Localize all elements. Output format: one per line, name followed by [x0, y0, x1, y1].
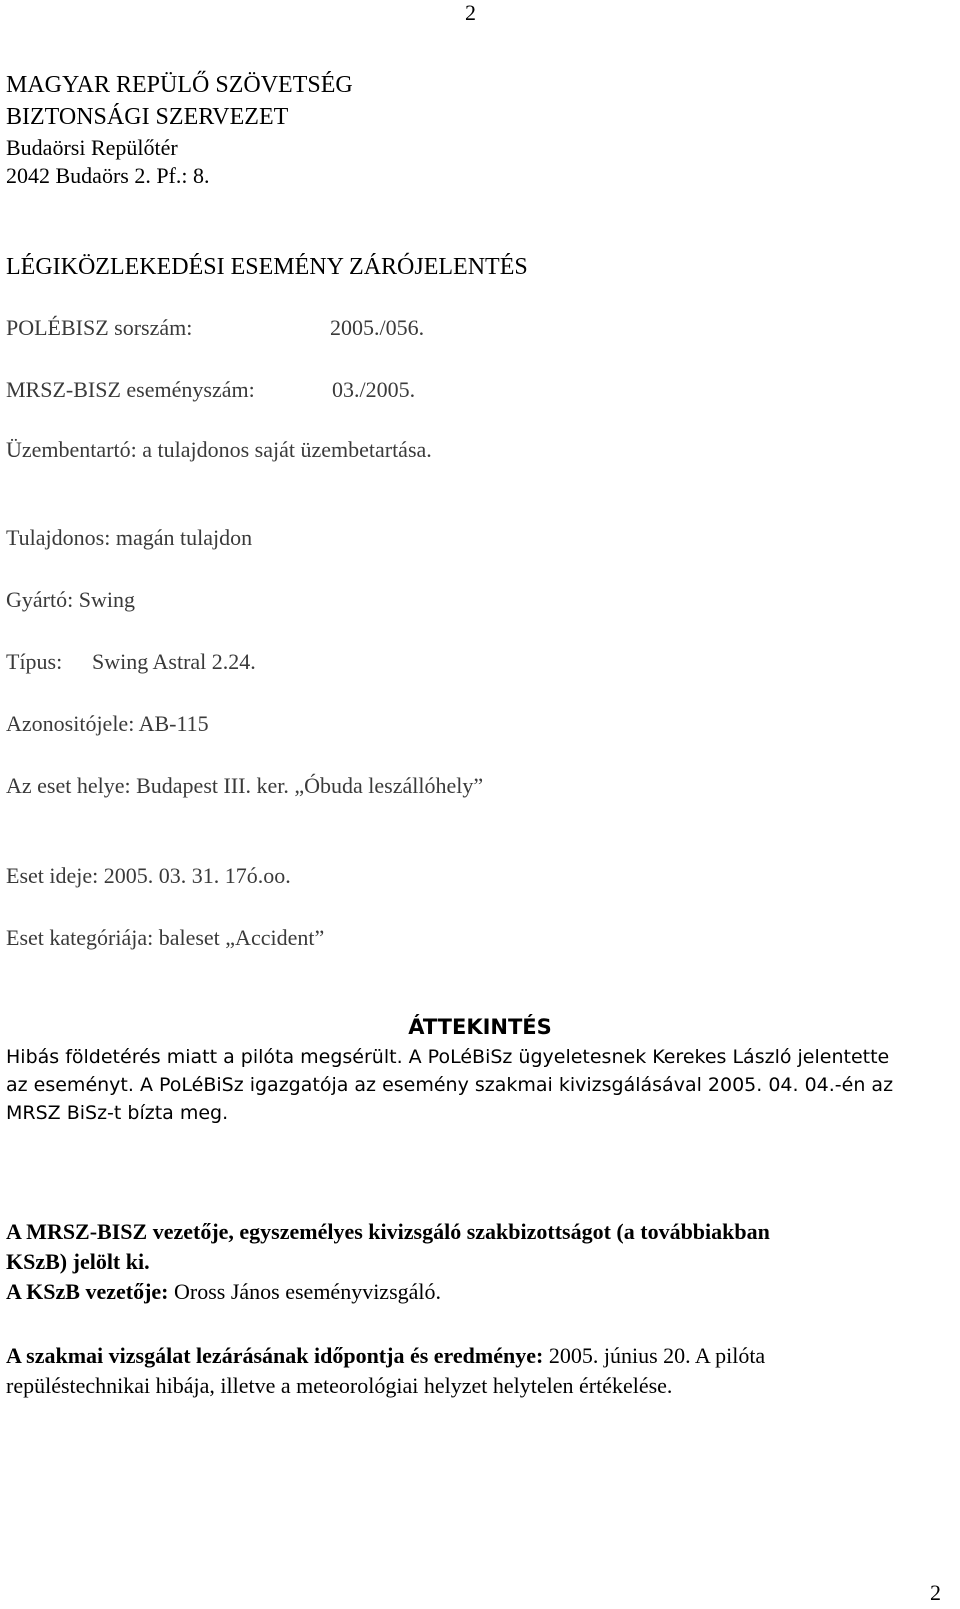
- category-line: Eset kategóriája: baleset „Accident”: [6, 925, 325, 950]
- mrsz-value: 03./2005.: [332, 377, 416, 402]
- conclusion-value-line2: repüléstechnikai hibája, illetve a meteorológiai helyzet helytelen értékelése.: [6, 1373, 673, 1398]
- report-title: LÉGIKÖZLEKEDÉSI ESEMÉNY ZÁRÓJELENTÉS: [6, 254, 528, 280]
- page-number-bottom: 2: [930, 1580, 941, 1605]
- committee-leader-value: Oross János eseményvizsgáló.: [168, 1279, 442, 1304]
- conclusion-value-line1: 2005. június 20. A pilóta: [543, 1343, 766, 1368]
- committee-leader: [6, 1278, 441, 1306]
- conclusion-label: A szakmai vizsgálat lezárásának időpontja és eredménye:: [6, 1343, 544, 1368]
- org-name-line2: BIZTONSÁGI SZERVEZET: [6, 104, 289, 130]
- committee-line2: KSzB) jelölt ki.: [6, 1249, 150, 1274]
- identifier-line: Azonositójele: AB-115: [6, 711, 209, 736]
- manufacturer-line: Gyártó: Swing: [6, 587, 135, 612]
- operator-line: Üzembentartó: a tulajdonos saját üzembetartása.: [6, 437, 432, 462]
- conclusion-line1: [6, 1342, 765, 1370]
- org-address-line1: Budaörsi Repülőtér: [6, 135, 178, 160]
- time-line: Eset ideje: 2005. 03. 31. 17ó.oo.: [6, 863, 291, 888]
- org-name-line1: MAGYAR REPÜLŐ SZÖVETSÉG: [6, 72, 353, 98]
- polebisz-label: POLÉBISZ sorszám:: [6, 315, 193, 340]
- overview-heading: ÁTTEKINTÉS: [408, 1015, 552, 1039]
- mrsz-label: MRSZ-BISZ eseményszám:: [6, 377, 255, 402]
- overview-line2: az eseményt. A PoLéBiSz igazgatója az esemény szakmai kivizsgálásával 2005. 04. 04.-én az: [6, 1074, 894, 1096]
- overview-line3: MRSZ BiSz-t bízta meg.: [6, 1102, 229, 1124]
- org-address-line2: 2042 Budaörs 2. Pf.: 8.: [6, 163, 210, 188]
- polebisz-value: 2005./056.: [330, 315, 425, 340]
- owner-line: Tulajdonos: magán tulajdon: [6, 525, 253, 550]
- page-number-top: 2: [465, 0, 476, 25]
- committee-line1: A MRSZ-BISZ vezetője, egyszemélyes kivizsgáló szakbizottságot (a továbbiakban: [6, 1219, 770, 1244]
- committee-leader-label: A KSzB vezetője:: [6, 1279, 169, 1304]
- type-value: Swing Astral 2.24.: [92, 649, 256, 674]
- type-label: Típus:: [6, 649, 63, 674]
- location-line: Az eset helye: Budapest III. ker. „Óbuda leszállóhely”: [6, 773, 484, 798]
- overview-line1: Hibás földetérés miatt a pilóta megsérült. A PoLéBiSz ügyeletesnek Kerekes László jelentette: [6, 1046, 890, 1068]
